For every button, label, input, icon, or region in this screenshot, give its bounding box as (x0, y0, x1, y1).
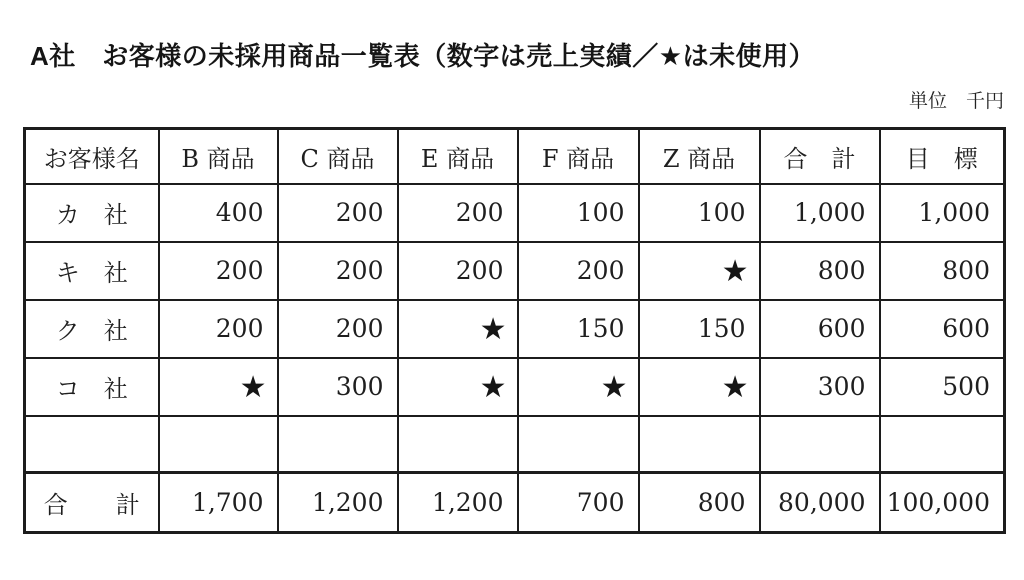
value-cell (518, 416, 639, 473)
table-row-キ 社 (25, 242, 1005, 300)
value-cell: 800 (639, 473, 760, 533)
table-row-カ 社 (25, 184, 1005, 242)
unused-star-icon: ★ (721, 369, 749, 405)
value-cell: 500 (880, 358, 1005, 416)
value-cell: 700 (518, 473, 639, 533)
value-cell: 600 (880, 300, 1005, 358)
table-header (25, 129, 1005, 184)
value-cell: 100,000 (880, 473, 1005, 533)
unused-star-icon: ★ (239, 369, 267, 405)
header-cell-0: お客様名 (25, 129, 159, 184)
header-cell-7: 目 標 (880, 129, 1005, 184)
value-cell (639, 416, 760, 473)
table-row-empty (25, 416, 1005, 473)
value-cell: 200 (278, 300, 398, 358)
value-cell: 1,000 (760, 184, 880, 242)
value-cell: 200 (278, 242, 398, 300)
header-cell-5: Z 商品 (639, 129, 760, 184)
value-cell (398, 416, 518, 473)
value-cell: 200 (159, 300, 278, 358)
unit-label: 単位 千円 (908, 91, 1004, 112)
row-label: カ 社 (25, 184, 159, 242)
star-cell (639, 358, 760, 416)
unused-star-icon: ★ (479, 311, 507, 347)
header-row (25, 129, 1005, 184)
star-cell (398, 300, 518, 358)
header-cell-1: B 商品 (159, 129, 278, 184)
value-cell (760, 416, 880, 473)
value-cell: 80,000 (760, 473, 880, 533)
value-cell: 300 (760, 358, 880, 416)
row-label: キ 社 (25, 242, 159, 300)
table-row-コ 社 (25, 358, 1005, 416)
unused-star-icon: ★ (721, 253, 749, 289)
star-cell (639, 242, 760, 300)
row-label: ク 社 (25, 300, 159, 358)
unused-star-icon: ★ (600, 369, 628, 405)
value-cell: 100 (518, 184, 639, 242)
header-cell-3: E 商品 (398, 129, 518, 184)
unadopted-products-table (23, 127, 1006, 534)
row-label (25, 416, 159, 473)
table-row-ク 社 (25, 300, 1005, 358)
value-cell: 800 (760, 242, 880, 300)
value-cell: 1,700 (159, 473, 278, 533)
value-cell: 400 (159, 184, 278, 242)
star-cell (159, 358, 278, 416)
value-cell: 1,200 (398, 473, 518, 533)
value-cell: 200 (398, 242, 518, 300)
value-cell: 200 (278, 184, 398, 242)
header-cell-2: C 商品 (278, 129, 398, 184)
table-body (25, 184, 1005, 533)
row-label: 合 計 (25, 473, 159, 533)
value-cell: 200 (518, 242, 639, 300)
value-cell: 200 (398, 184, 518, 242)
header-cell-4: F 商品 (518, 129, 639, 184)
value-cell (159, 416, 278, 473)
star-cell (518, 358, 639, 416)
table-row-合 計 (25, 473, 1005, 533)
value-cell: 100 (639, 184, 760, 242)
value-cell: 600 (760, 300, 880, 358)
value-cell: 300 (278, 358, 398, 416)
value-cell: 1,200 (278, 473, 398, 533)
header-cell-6: 合 計 (760, 129, 880, 184)
document-title: A社 お客様の未採用商品一覧表（数字は売上実績／★は未使用） (30, 41, 816, 71)
value-cell: 150 (639, 300, 760, 358)
unused-star-icon: ★ (479, 369, 507, 405)
row-label: コ 社 (25, 358, 159, 416)
value-cell: 1,000 (880, 184, 1005, 242)
star-cell (398, 358, 518, 416)
value-cell: 150 (518, 300, 639, 358)
value-cell: 200 (159, 242, 278, 300)
value-cell (278, 416, 398, 473)
value-cell: 800 (880, 242, 1005, 300)
value-cell (880, 416, 1005, 473)
